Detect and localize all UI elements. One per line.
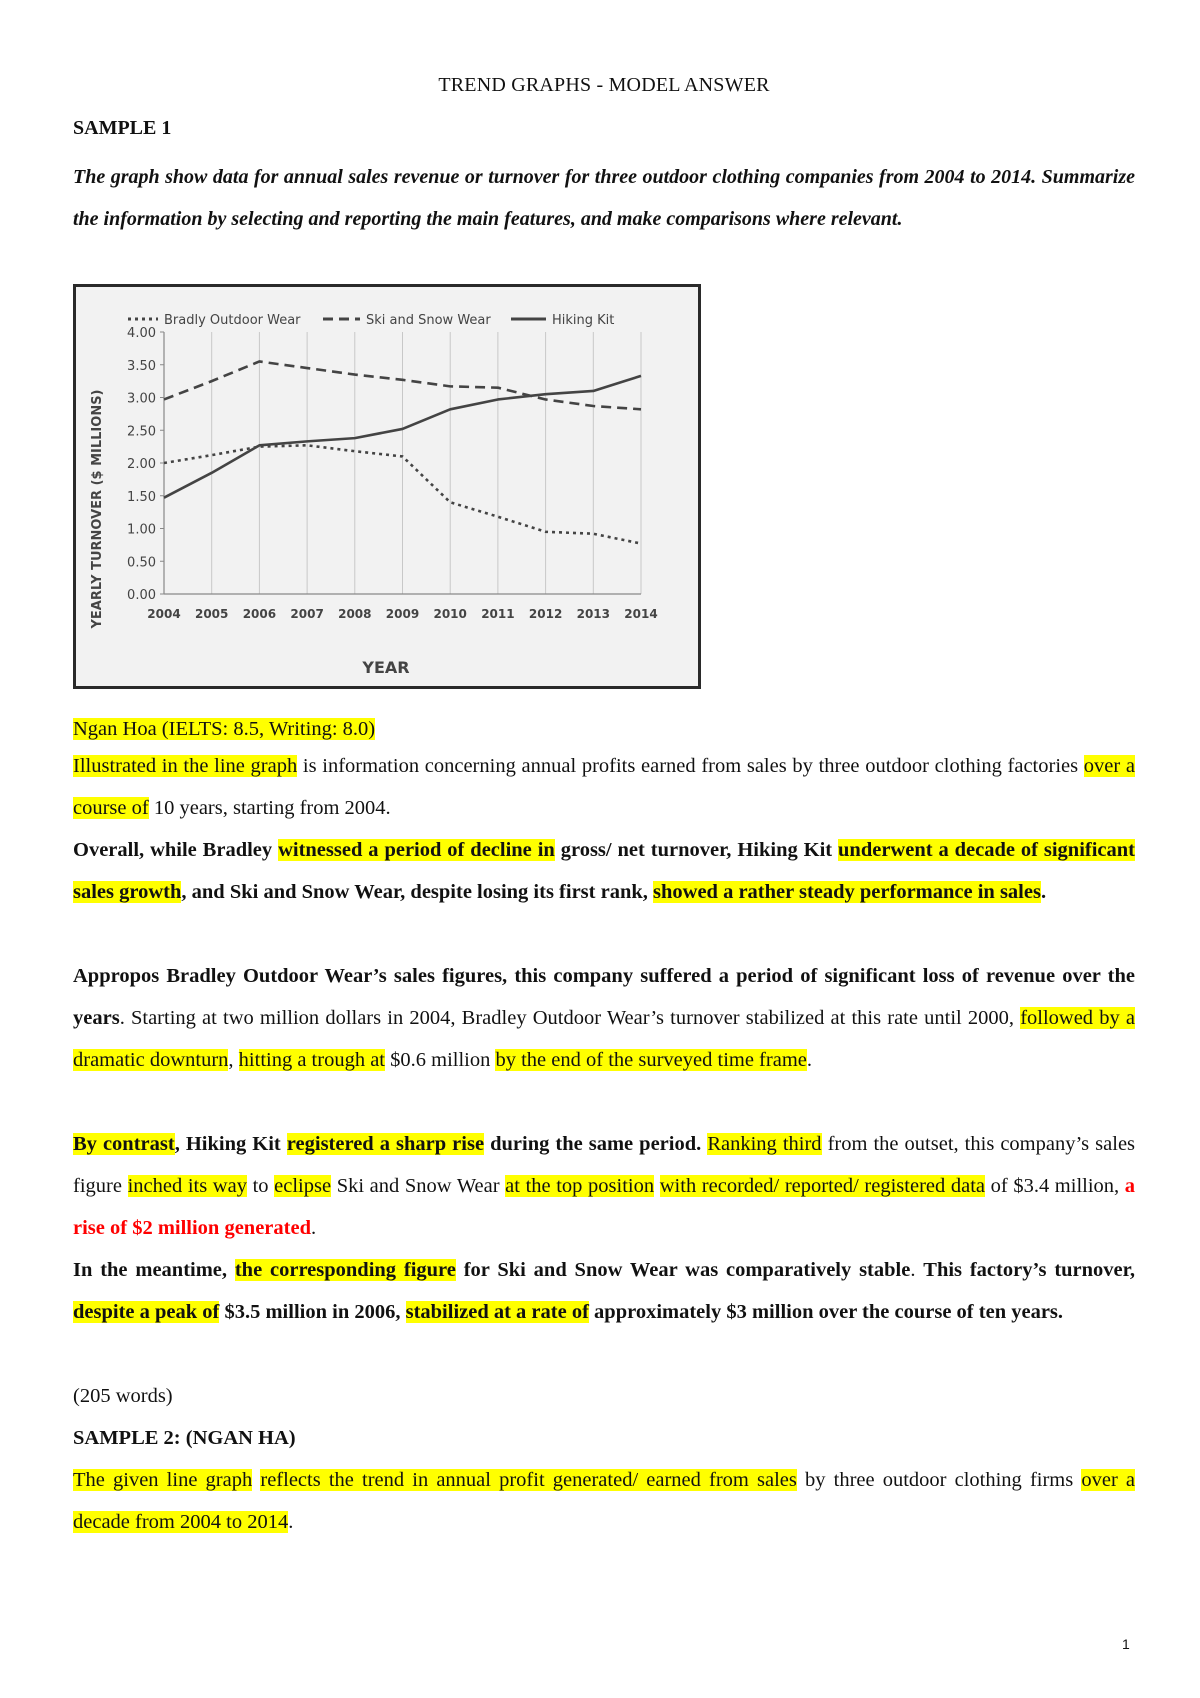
- highlight-phrase: the corresponding figure: [234, 1259, 456, 1281]
- highlight-phrase: By contrast: [73, 1133, 175, 1155]
- x-tick-label: 2005: [194, 607, 229, 621]
- text-run: .: [910, 1259, 924, 1281]
- x-tick-label: 2013: [576, 607, 611, 621]
- sample-2-heading: SAMPLE 2: (NGAN HA): [73, 1427, 296, 1449]
- text-run: . Starting at two million dollars in 2004, Bradley Outdoor Wear’s turnover stabilized at this rate until 2000,: [119, 1007, 1021, 1029]
- sample-1-heading: SAMPLE 1: [73, 117, 172, 139]
- author-label: Ngan Hoa (IELTS: 8.5, Writing: 8.0): [73, 718, 376, 740]
- task-prompt: The graph show data for annual sales revenue or turnover for three outdoor clothing companies from 2004 to 2014. Summarize the information by selecting and reporting the main features, and make comparisons where relevant.: [73, 166, 1135, 230]
- highlight-phrase: underwent a decade of significant sales growth: [73, 839, 1135, 903]
- red-phrase: a rise of $2 million generated: [73, 1175, 1136, 1239]
- x-tick-label: 2014: [624, 607, 658, 621]
- highlight-phrase: Ranking third: [707, 1133, 822, 1155]
- line-chart-svg: [76, 287, 698, 686]
- legend-label-bradly: Bradly Outdoor Wear: [164, 313, 301, 328]
- bold-phrase: for Ski and Snow Wear was comparatively stable: [455, 1259, 911, 1281]
- legend-label-hiking: Hiking Kit: [552, 313, 615, 328]
- y-tick-label: 3.00: [127, 391, 156, 407]
- bold-phrase: This factory’s turnover,: [923, 1259, 1135, 1281]
- highlight-phrase: hitting a trough at: [238, 1049, 385, 1071]
- page-number: 1: [1122, 1636, 1130, 1652]
- x-tick-label: 2012: [528, 607, 563, 621]
- highlight-phrase: over a course of: [73, 755, 1135, 819]
- x-tick-label: 2011: [481, 607, 515, 621]
- chart-gridlines: [164, 332, 641, 594]
- answer-paragraph-2: [73, 829, 1135, 913]
- bold-phrase: during the same period.: [484, 1133, 702, 1155]
- highlight-phrase: at the top position: [505, 1175, 655, 1197]
- y-tick-label: 3.50: [127, 358, 156, 374]
- word-count: (205 words): [73, 1385, 173, 1407]
- answer-paragraph-3: [73, 955, 1135, 1081]
- highlight-phrase: eclipse: [274, 1175, 332, 1197]
- bold-phrase: $3.5 million in 2006,: [219, 1301, 406, 1323]
- text-run: [654, 1175, 660, 1197]
- y-tick-label: 1.00: [127, 522, 156, 538]
- answer-author: [73, 708, 1135, 750]
- y-axis-ticks: [127, 326, 164, 603]
- answer-paragraph-1: [73, 745, 1135, 829]
- bold-phrase: Appropos Bradley Outdoor Wear’s sales figures, this company suffered a period of significant loss of revenue over the years: [73, 965, 1135, 1029]
- text-run: ,: [228, 1049, 239, 1071]
- highlight-phrase: registered a sharp rise: [286, 1133, 485, 1155]
- chart-legend: [128, 313, 614, 328]
- text-run: gross/ net turnover, Hiking Kit: [554, 839, 839, 861]
- x-axis-label: YEAR: [362, 658, 410, 677]
- highlight-phrase: showed a rather steady performance in sales: [653, 881, 1041, 903]
- answer-paragraph-4: [73, 1123, 1135, 1249]
- x-axis-ticks: [147, 607, 657, 621]
- text-run: from the outset, this company’s sales figure: [73, 1133, 1136, 1197]
- y-tick-label: 0.00: [127, 588, 156, 603]
- text-run: by three outdoor clothing firms: [796, 1469, 1082, 1491]
- text-run: of $3.4 million,: [985, 1175, 1125, 1197]
- legend-label-ski: Ski and Snow Wear: [366, 313, 491, 328]
- highlight-phrase: stabilized at a rate of: [405, 1301, 589, 1323]
- highlight-phrase: by the end of the surveyed time frame: [495, 1049, 807, 1071]
- document-title: TREND GRAPHS - MODEL ANSWER: [438, 74, 770, 96]
- text-run: 10 years, starting from 2004.: [148, 797, 391, 819]
- text-run: is information concerning annual profits earned from sales by three outdoor clothing factories: [297, 755, 1084, 777]
- text-run: .: [288, 1511, 294, 1533]
- text-run: Overall, while Bradley: [73, 839, 279, 861]
- highlight-phrase: Illustrated in the line graph: [73, 755, 298, 777]
- y-tick-label: 2.00: [127, 457, 156, 472]
- answer-paragraph-5: [73, 1249, 1135, 1333]
- bold-phrase: , Hiking Kit: [174, 1133, 287, 1155]
- bold-phrase: approximately $3 million over the course of ten years.: [588, 1301, 1064, 1323]
- text-run: $0.6 million: [385, 1049, 496, 1071]
- text-run: Ski and Snow Wear: [331, 1175, 506, 1197]
- y-tick-label: 1.50: [127, 489, 156, 505]
- text-run: , and Ski and Snow Wear, despite losing its first rank,: [181, 881, 654, 903]
- y-axis-label: YEARLY TURNOVER ($ MILLIONS): [90, 389, 105, 629]
- sample-2-paragraph-1: [73, 1459, 1135, 1543]
- text-run: to: [246, 1175, 275, 1197]
- x-tick-label: 2004: [147, 607, 181, 621]
- x-tick-label: 2010: [433, 607, 467, 621]
- y-tick-label: 2.50: [127, 424, 156, 440]
- highlight-phrase: reflects the trend in annual profit generated/ earned from sales: [260, 1469, 797, 1491]
- y-tick-label: 4.00: [127, 326, 156, 341]
- x-tick-label: 2007: [290, 607, 324, 621]
- highlight-phrase: witnessed a period of decline in: [278, 839, 555, 861]
- bold-phrase: In the meantime,: [73, 1259, 235, 1281]
- text-run: .: [1040, 881, 1047, 903]
- highlight-phrase: inched its way: [127, 1175, 247, 1197]
- x-tick-label: 2008: [338, 607, 372, 621]
- highlight-phrase: with recorded/ reported/ registered data: [659, 1175, 986, 1197]
- text-run: .: [310, 1217, 317, 1239]
- highlight-phrase: despite a peak of: [73, 1301, 220, 1323]
- y-tick-label: 0.50: [127, 555, 156, 571]
- line-chart: [73, 284, 701, 689]
- highlight-phrase: over a decade from 2004 to 2014: [73, 1469, 1135, 1533]
- highlight-phrase: The given line graph: [73, 1469, 253, 1491]
- x-tick-label: 2006: [242, 607, 277, 621]
- x-tick-label: 2009: [385, 607, 420, 621]
- highlight-phrase: followed by a dramatic downturn: [73, 1007, 1135, 1071]
- text-run: .: [806, 1049, 812, 1071]
